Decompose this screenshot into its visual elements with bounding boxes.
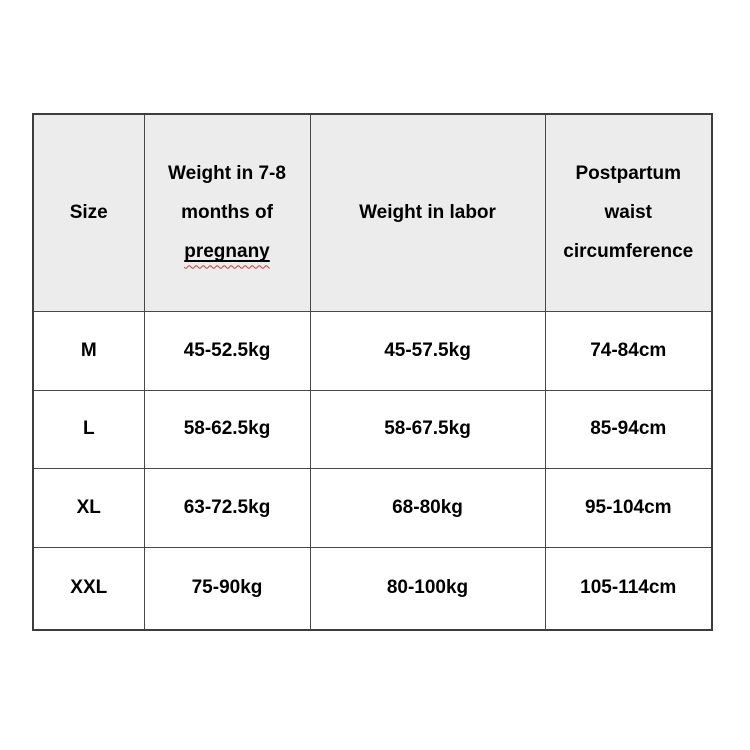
header-row (33, 114, 712, 311)
cell-postpartum-waist: 95-104cm (545, 468, 712, 547)
size-chart-table (32, 113, 713, 631)
cell-size: L (33, 390, 144, 468)
cell-weight-labor: 80-100kg (310, 547, 545, 630)
cell-weight-labor: 58-67.5kg (310, 390, 545, 468)
header-weight-pregnancy (144, 114, 310, 311)
spellcheck-squiggle (184, 241, 270, 262)
header-size-label: Size (69, 202, 108, 224)
header-postpartum-waist-line3: circumference (563, 241, 694, 263)
header-postpartum-waist-line2: waist (604, 202, 653, 224)
table-row-xl (33, 468, 712, 547)
cell-weight-pregnancy: 75-90kg (144, 547, 310, 630)
cell-weight-pregnancy: 63-72.5kg (144, 468, 310, 547)
cell-weight-labor: 45-57.5kg (310, 311, 545, 390)
cell-weight-pregnancy: 58-62.5kg (144, 390, 310, 468)
cell-size: M (33, 311, 144, 390)
header-weight-pregnancy-line1: Weight in 7-8 (168, 163, 286, 185)
table-row-m (33, 311, 712, 390)
header-size (33, 114, 144, 311)
misspelled-word: pregnany (184, 241, 270, 263)
table-row-l (33, 390, 712, 468)
cell-size: XL (33, 468, 144, 547)
header-weight-labor-label: Weight in labor (359, 202, 496, 224)
header-postpartum-waist-line1: Postpartum (575, 163, 682, 185)
header-weight-pregnancy-line3 (145, 232, 310, 271)
cell-size: XXL (33, 547, 144, 630)
table-row-xxl (33, 547, 712, 630)
cell-postpartum-waist: 105-114cm (545, 547, 712, 630)
cell-weight-pregnancy: 45-52.5kg (144, 311, 310, 390)
cell-postpartum-waist: 85-94cm (545, 390, 712, 468)
header-weight-pregnancy-line2: months of (181, 202, 273, 224)
cell-weight-labor: 68-80kg (310, 468, 545, 547)
cell-postpartum-waist: 74-84cm (545, 311, 712, 390)
header-postpartum-waist (545, 114, 712, 311)
header-weight-labor (310, 114, 545, 311)
